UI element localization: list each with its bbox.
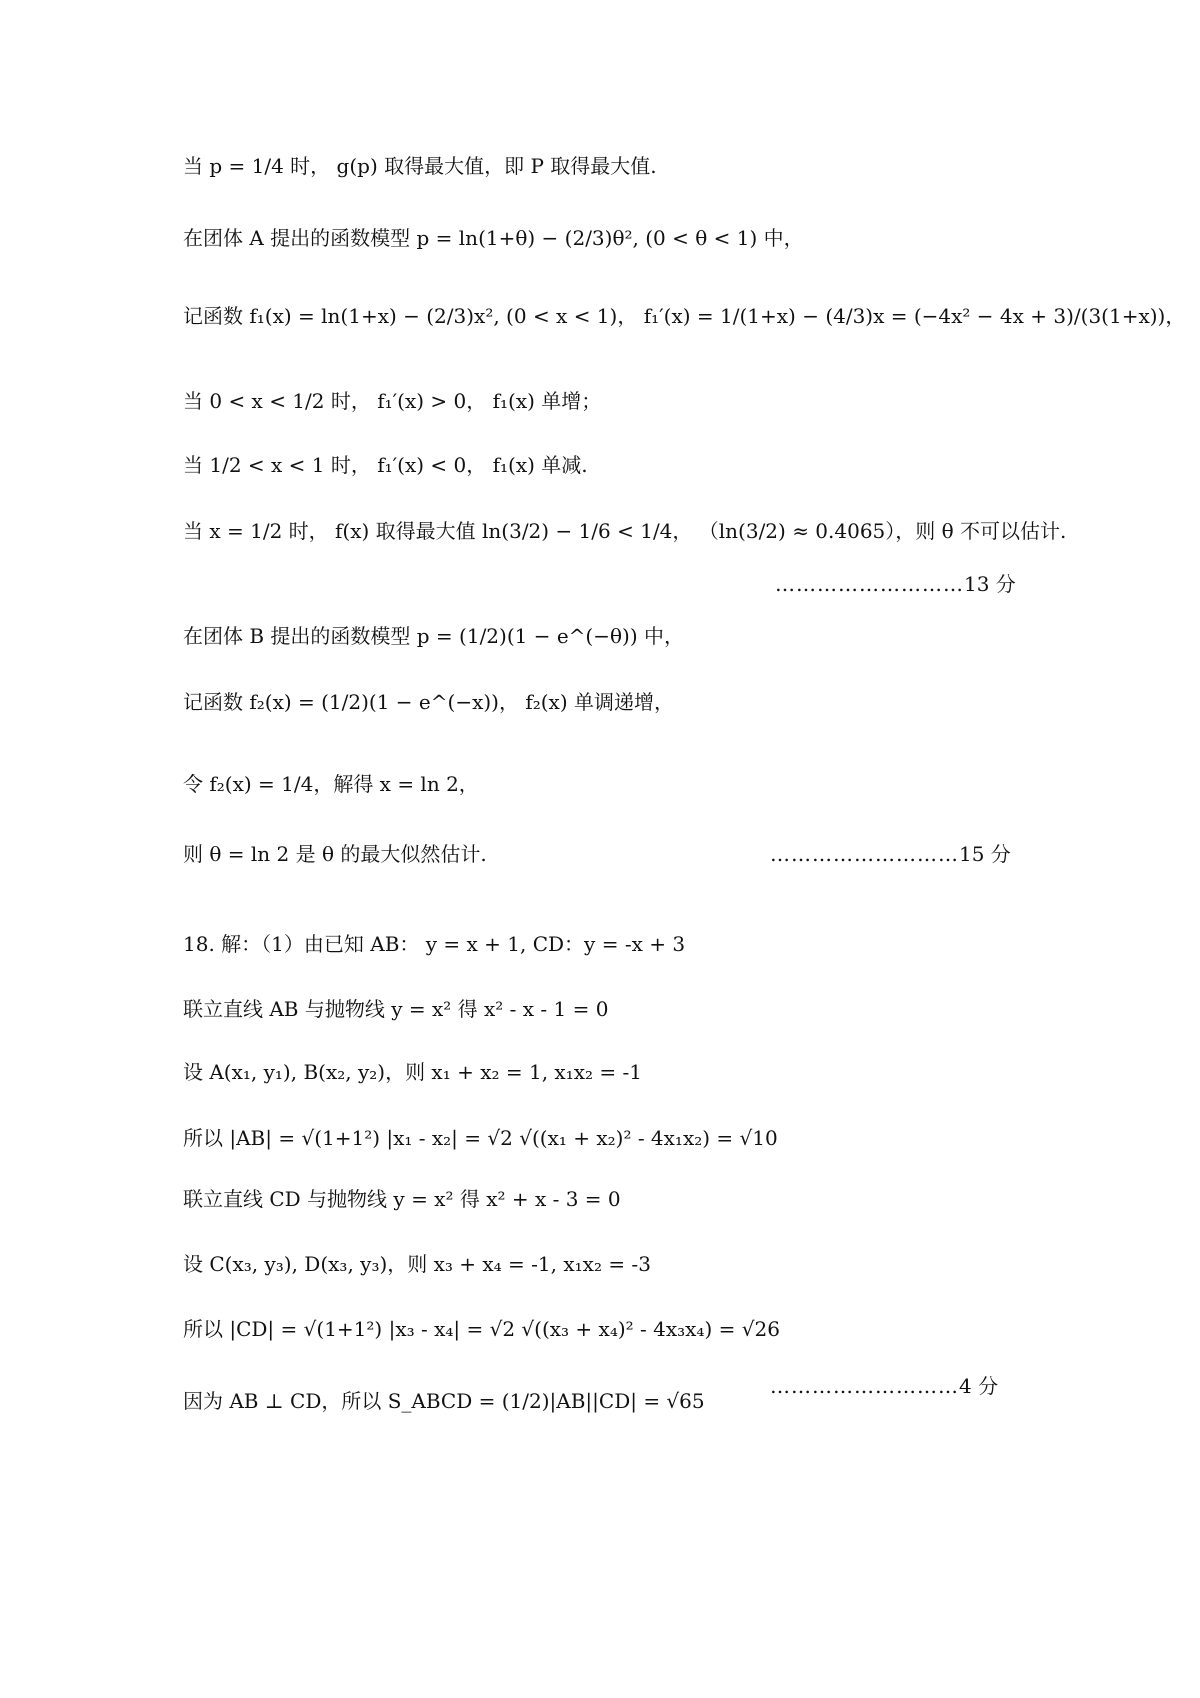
solution-line-6: 当 x = 1/2 时， f(x) 取得最大值 ln(3/2) − 1/6 < 1/4， （ln(3/2) ≈ 0.4065），则 θ 不可以估计.	[183, 519, 1067, 543]
solution-line-7: 在团体 B 提出的函数模型 p = (1/2)(1 − e^(−θ)) 中，	[183, 624, 684, 648]
solution-line-5: 当 1/2 < x < 1 时， f₁′(x) < 0， f₁(x) 单减.	[183, 453, 588, 477]
solution-line-15: 联立直线 CD 与抛物线 y = x² 得 x² + x - 3 = 0	[183, 1187, 621, 1211]
solution-line-13: 设 A(x₁, y₁), B(x₂, y₂)，则 x₁ + x₂ = 1, x₁x₂ = -1	[183, 1060, 642, 1084]
score-marker-3	[770, 1370, 998, 1399]
score-marker-1	[775, 568, 1016, 597]
score-marker-2	[770, 838, 1011, 867]
score-leader-dots: ………………………	[770, 842, 959, 866]
score-label: 4 分	[959, 1374, 999, 1398]
score-label: 15 分	[959, 842, 1011, 866]
solution-line-17: 所以 |CD| = √(1+1²) |x₃ - x₄| = √2 √((x₃ + x₄)² - 4x₃x₄) = √26	[183, 1317, 780, 1341]
solution-line-10: 则 θ = ln 2 是 θ 的最大似然估计.	[183, 842, 487, 866]
solution-line-1: 当 p = 1/4 时， g(p) 取得最大值，即 P 取得最大值.	[183, 154, 657, 178]
solution-line-2: 在团体 A 提出的函数模型 p = ln(1+θ) − (2/3)θ², (0 < θ < 1) 中，	[183, 226, 804, 250]
solution-line-3: 记函数 f₁(x) = ln(1+x) − (2/3)x², (0 < x < 1)， f₁′(x) = 1/(1+x) − (4/3)x = (−4x² − 4x + 3)/(3(1+x))，	[183, 304, 1186, 328]
solution-line-4: 当 0 < x < 1/2 时， f₁′(x) > 0， f₁(x) 单增；	[183, 389, 602, 413]
score-leader-dots: ………………………	[775, 572, 964, 596]
solution-line-12: 联立直线 AB 与抛物线 y = x² 得 x² - x - 1 = 0	[183, 997, 609, 1021]
solution-line-11: 18. 解：（1）由已知 AB： y = x + 1, CD：y = -x + 3	[183, 932, 686, 956]
score-label: 13 分	[964, 572, 1016, 596]
score-leader-dots: ………………………	[770, 1374, 959, 1398]
solution-line-16: 设 C(x₃, y₃), D(x₃, y₃)，则 x₃ + x₄ = -1, x₁x₂ = -3	[183, 1252, 651, 1276]
solution-line-8: 记函数 f₂(x) = (1/2)(1 − e^(−x))， f₂(x) 单调递增，	[183, 690, 674, 714]
solution-line-14: 所以 |AB| = √(1+1²) |x₁ - x₂| = √2 √((x₁ + x₂)² - 4x₁x₂) = √10	[183, 1126, 778, 1150]
solution-line-9: 令 f₂(x) = 1/4，解得 x = ln 2，	[183, 772, 479, 796]
solution-line-18: 因为 AB ⊥ CD，所以 S_ABCD = (1/2)|AB||CD| = √65	[183, 1389, 705, 1413]
